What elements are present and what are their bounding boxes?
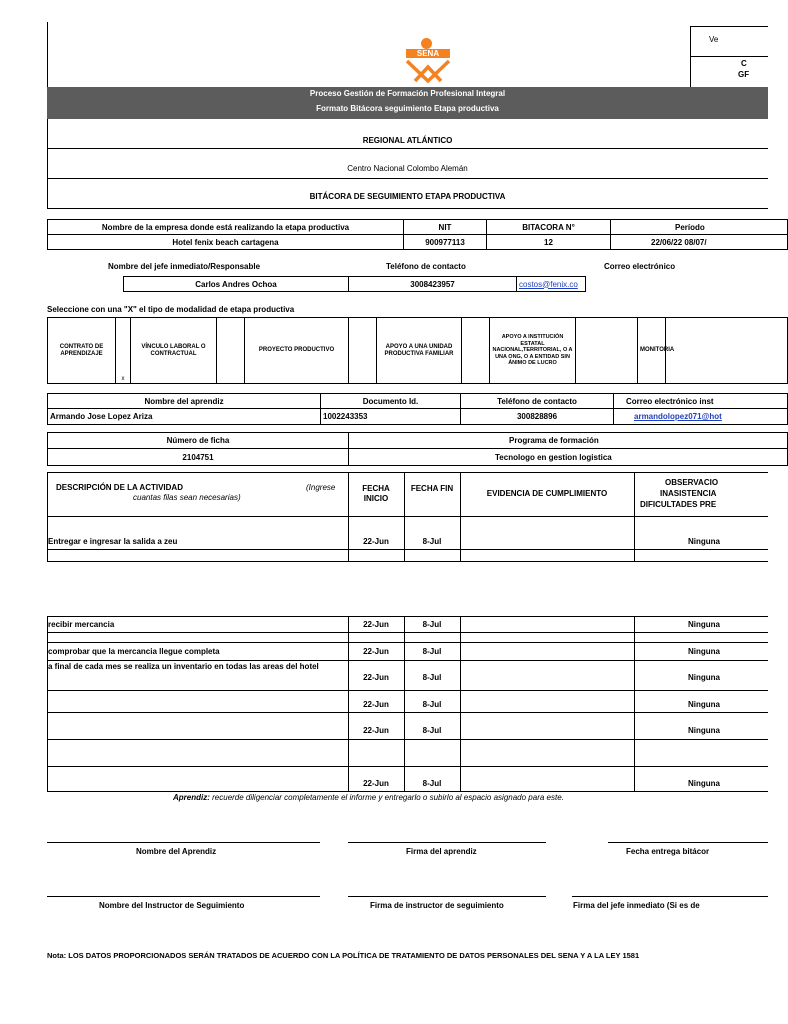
bitacora-value: 12 [487, 235, 611, 250]
company-name-value: Hotel fenix beach cartagena [48, 235, 404, 250]
document-title: BITÁCORA DE SEGUIMIENTO ETAPA PRODUCTIVA [309, 192, 506, 201]
boss-email-header: Correo electrónico [604, 262, 676, 271]
activity-end-4: 8-Jul [422, 700, 442, 709]
modality-proyecto: PROYECTO PRODUCTIVO [245, 318, 349, 384]
apprentice-name-header: Nombre del aprendiz [48, 394, 321, 409]
observations-header-2: INASISTENCIA [660, 489, 717, 498]
privacy-note: Nota: LOS DATOS PROPORCIONADOS SERÁN TRATADOS DE ACUERDO CON LA POLÍTICA DE TRATAMIENTO DE DATOS PERSONALES DEL SENA Y A LA LEY 1581 [47, 951, 640, 960]
center-label: Centro Nacional Colombo Alemán [347, 164, 468, 173]
activity-desc-0: Entregar e ingresar la salida a zeu [48, 537, 178, 546]
activity-start-2: 22-Jun [363, 647, 389, 656]
modality-instruction: Seleccione con una "X" el tipo de modalidad de etapa productiva [47, 305, 295, 314]
activity-start-1: 22-Jun [363, 620, 389, 629]
activity-end-2: 8-Jul [422, 647, 442, 656]
period-header: Período [611, 220, 788, 235]
company-name-header: Nombre de la empresa donde está realizando la etapa productiva [48, 220, 404, 235]
boss-signature-label: Firma del jefe inmediato (Si es de [573, 901, 700, 910]
modality-vinculo-mark[interactable] [217, 318, 245, 384]
version-label: Ve [709, 35, 719, 44]
process-title: Proceso Gestión de Formación Profesional Integral [309, 89, 506, 98]
nit-value: 900977113 [404, 235, 487, 250]
instructor-signature-label: Firma de instructor de seguimiento [370, 901, 504, 910]
activity-obs-4: Ninguna [688, 700, 720, 709]
ficha-value: 2104751 [48, 449, 349, 466]
program-value: Tecnologo en gestion logistica [349, 449, 788, 466]
observations-header-3: DIFICULTADES PRE [640, 500, 717, 509]
logo-figure-icon [405, 59, 451, 83]
bitacora-header: BITACORA N° [487, 220, 611, 235]
activity-obs-3: Ninguna [688, 673, 720, 682]
start-date-header: FECHA INICIO [362, 484, 390, 503]
apprentice-table [47, 393, 788, 425]
reminder-label: Aprendiz: [173, 793, 210, 802]
boss-name-value: Carlos Andres Ochoa [124, 277, 349, 292]
format-title: Formato Bitácora seguimiento Etapa productiva [316, 104, 499, 113]
modality-contrato-mark[interactable]: x [116, 318, 131, 384]
period-value: 22/06/22 08/07/ [611, 235, 788, 250]
reminder-text [173, 793, 564, 802]
activity-end-1: 8-Jul [422, 620, 442, 629]
activity-desc-3: a final de cada mes se realiza un inventario en todas las areas del hotel [48, 662, 319, 671]
activity-desc-1: recibir mercancia [48, 620, 115, 629]
activity-desc-2: comprobar que la mercancia llegue completa [48, 647, 220, 656]
activity-start-3: 22-Jun [363, 673, 389, 682]
modality-apoyo-unidad-mark[interactable] [462, 318, 490, 384]
boss-table [123, 276, 586, 292]
apprentice-email-link[interactable]: armandolopez071@hot [614, 409, 788, 425]
modality-table [47, 317, 788, 384]
activity-end-0: 8-Jul [422, 537, 442, 546]
instructor-name-label: Nombre del Instructor de Seguimiento [99, 901, 245, 910]
apprentice-doc-value: 1002243353 [321, 409, 461, 425]
apprentice-phone-header: Teléfono de contacto [461, 394, 614, 409]
activity-desc-note-2: cuantas filas sean necesarias) [133, 493, 241, 502]
boss-phone-value: 3008423957 [349, 277, 517, 292]
program-table [47, 432, 788, 466]
activity-obs-5: Ninguna [688, 726, 720, 735]
regional-label: REGIONAL ATLÁNTICO [362, 136, 453, 145]
activity-obs-6: Ninguna [688, 779, 720, 788]
boss-email-link[interactable]: costos@fenix.co [517, 277, 586, 292]
code-label-1: C [741, 59, 747, 68]
activity-end-6: 8-Jul [422, 779, 442, 788]
modality-monitoria: MONITORIA [638, 318, 666, 384]
code-label-2: GF [738, 70, 750, 79]
delivery-date-label: Fecha entrega bitácor [626, 847, 710, 856]
ficha-header: Número de ficha [48, 433, 349, 449]
apprentice-signature-label: Firma del aprendiz [406, 847, 477, 856]
reminder-body: recuerde diligenciar completamente el informe y entregarlo o subirlo al espacio asignado para este. [212, 793, 564, 802]
activity-start-0: 22-Jun [363, 537, 389, 546]
activity-desc-note-1: (Ingrese [306, 483, 336, 492]
apprentice-name-signature-label: Nombre del Aprendiz [136, 847, 217, 856]
activity-end-3: 8-Jul [422, 673, 442, 682]
sena-logo [400, 38, 456, 84]
modality-contrato: CONTRATO DE APRENDIZAJE [48, 318, 116, 384]
activity-obs-0: Ninguna [688, 537, 720, 546]
modality-apoyo-unidad: APOYO A UNA UNIDAD PRODUCTIVA FAMILIAR [377, 318, 462, 384]
activity-end-5: 8-Jul [422, 726, 442, 735]
activity-start-4: 22-Jun [363, 700, 389, 709]
activity-start-6: 22-Jun [363, 779, 389, 788]
end-date-header: FECHA FIN [410, 484, 454, 493]
company-table [47, 219, 788, 250]
logo-text: SENA [406, 49, 450, 58]
activity-obs-2: Ninguna [688, 647, 720, 656]
observations-header-1: OBSERVACIO [665, 478, 719, 487]
boss-phone-header: Teléfono de contacto [386, 262, 466, 271]
apprentice-email-header: Correo electrónico inst [614, 394, 788, 409]
evidence-header: EVIDENCIA DE CUMPLIMIENTO [486, 489, 608, 498]
apprentice-doc-header: Documento Id. [321, 394, 461, 409]
activity-obs-1: Ninguna [688, 620, 720, 629]
logo-dot-icon [421, 38, 432, 49]
apprentice-name-value: Armando Jose Lopez Ariza [48, 409, 321, 425]
activity-start-5: 22-Jun [363, 726, 389, 735]
nit-header: NIT [404, 220, 487, 235]
apprentice-phone-value: 300828896 [461, 409, 614, 425]
activity-desc-header: DESCRIPCIÓN DE LA ACTIVIDAD [56, 483, 183, 492]
modality-vinculo: VÍNCULO LABORAL O CONTRACTUAL [131, 318, 217, 384]
boss-name-header: Nombre del jefe inmediato/Responsable [108, 262, 261, 271]
modality-monitoria-mark[interactable] [666, 318, 788, 384]
modality-apoyo-institucion: APOYO A INSTITUCIÓN ESTATAL NACIONAL,TERRITORIAL, O A UNA ONG, O A ENTIDAD SIN ÁNIMO DE LUCRO [490, 318, 576, 384]
program-header: Programa de formación [349, 433, 788, 449]
modality-proyecto-mark[interactable] [349, 318, 377, 384]
header-band [47, 87, 768, 119]
modality-apoyo-institucion-mark[interactable] [576, 318, 638, 384]
